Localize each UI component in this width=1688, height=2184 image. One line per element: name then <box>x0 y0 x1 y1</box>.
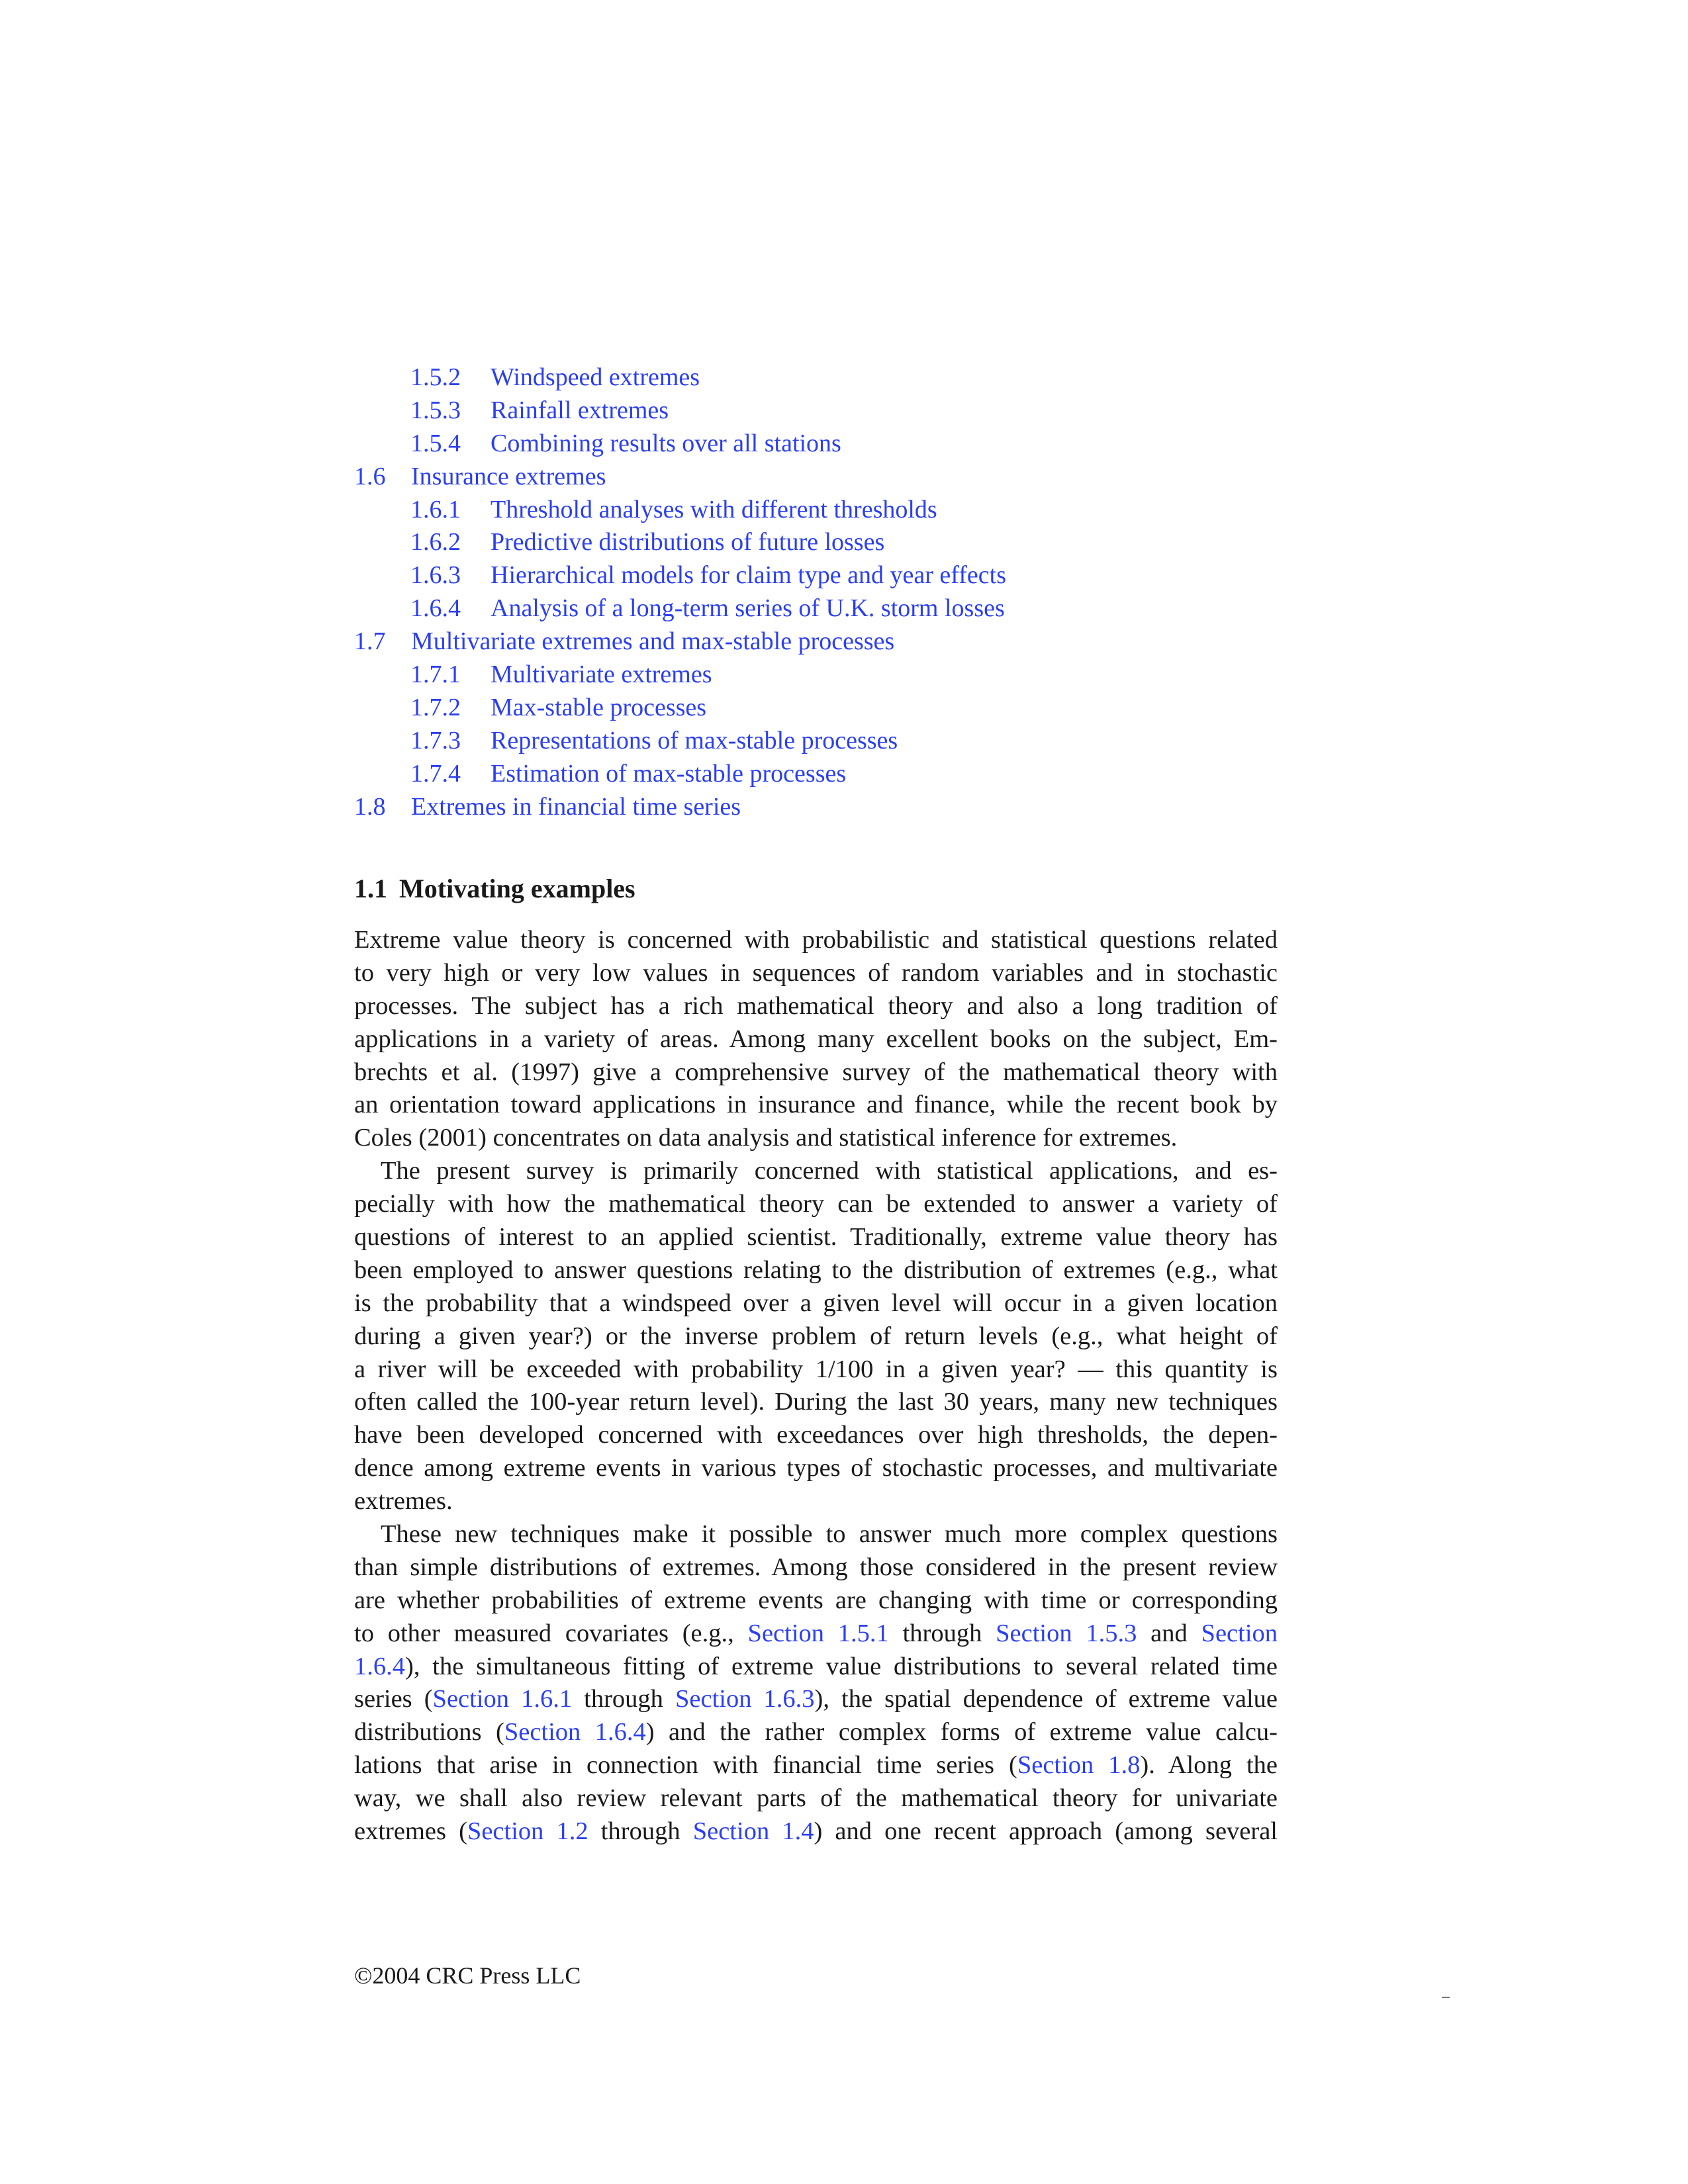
text-line: questions of interest to an applied scientist. Traditionally, extreme value theory has <box>354 1223 1278 1251</box>
section-link-1-6-1[interactable]: Section 1.6.1 <box>432 1685 573 1713</box>
toc-link[interactable]: 1.7.2 Max-stable processes <box>410 693 707 721</box>
paragraph-3 <box>354 1518 1278 1848</box>
text-line: Extreme value theory is concerned with probabilistic and statistical questions related <box>354 926 1278 954</box>
text-line: The present survey is primarily concerned with statistical applications, and es- <box>381 1157 1278 1185</box>
toc-link[interactable]: 1.7.4 Estimation of max-stable processes <box>410 759 847 788</box>
text-line: extremes (Section 1.2 through Section 1.4) and one recent approach (among several <box>354 1817 1278 1846</box>
toc-entry-1-6-2[interactable] <box>354 525 1281 559</box>
toc-entry-1-6-4[interactable] <box>354 592 1281 625</box>
toc-link[interactable]: 1.5.2 Windspeed extremes <box>410 363 700 391</box>
toc-link[interactable]: 1.7.1 Multivariate extremes <box>410 660 712 689</box>
paragraph-1 <box>354 923 1278 1154</box>
text-line: than simple distributions of extremes. Among those considered in the present review <box>354 1553 1278 1581</box>
toc-entry-1-6[interactable] <box>354 460 1281 493</box>
text-line: extremes. <box>354 1487 453 1516</box>
section-link-1-6-4-b[interactable]: Section 1.6.4 <box>504 1718 646 1747</box>
section-title: Motivating examples <box>399 874 635 903</box>
toc-link[interactable]: 1.7 Multivariate extremes and max-stable processes <box>354 627 895 656</box>
toc-entry-1-7-4[interactable] <box>354 757 1281 790</box>
toc-entry-1-5-2[interactable] <box>354 361 1281 394</box>
text-line: brechts et al. (1997) give a comprehensive survey of the mathematical theory with <box>354 1058 1278 1086</box>
toc-link[interactable]: 1.6.3 Hierarchical models for claim type and year effects <box>410 561 1006 590</box>
text-line: a river will be exceeded with probability 1/100 in a given year? — this quantity is <box>354 1355 1278 1383</box>
toc-entry-1-7-3[interactable] <box>354 724 1281 757</box>
section-link-1-5-1[interactable]: Section 1.5.1 <box>747 1619 889 1647</box>
text-line: is the probability that a windspeed over a given level will occur in a given location <box>354 1289 1278 1317</box>
toc-link[interactable]: 1.5.3 Rainfall extremes <box>410 396 669 424</box>
toc-entry-1-7[interactable] <box>354 625 1281 658</box>
toc-entry-1-5-4[interactable] <box>354 427 1281 460</box>
section-number: 1.1 <box>354 874 387 903</box>
text-line: an orientation toward applications in insurance and finance, while the recent book by <box>354 1091 1278 1119</box>
paragraph-2 <box>354 1154 1278 1518</box>
text-line: lations that arise in connection with financial time series (Section 1.8). Along the <box>354 1751 1278 1780</box>
toc-link[interactable]: 1.6 Insurance extremes <box>354 462 606 490</box>
section-link-1-6-4-cont[interactable]: 1.6.4 <box>354 1652 405 1680</box>
text-line: to very high or very low values in sequences of random variables and in stochastic <box>354 958 1278 987</box>
text-line: been employed to answer questions relating to the distribution of extremes (e.g., what <box>354 1255 1278 1284</box>
text-line: way, we shall also review relevant parts of the mathematical theory for univariate <box>354 1784 1278 1813</box>
text-line: are whether probabilities of extreme events are changing with time or corresponding <box>354 1586 1278 1614</box>
toc-link[interactable]: 1.8 Extremes in financial time series <box>354 792 741 821</box>
section-link-1-6-3[interactable]: Section 1.6.3 <box>675 1685 815 1713</box>
text-line: dence among extreme events in various types of stochastic processes, and multivariate <box>354 1454 1278 1482</box>
text-line: processes. The subject has a rich mathematical theory and also a long tradition of <box>354 991 1278 1020</box>
table-of-contents <box>354 361 1281 823</box>
page-mark <box>1442 1997 1450 1998</box>
toc-entry-1-6-3[interactable] <box>354 559 1281 592</box>
text-line: pecially with how the mathematical theory can be extended to answer a variety of <box>354 1190 1278 1218</box>
toc-entry-1-7-2[interactable] <box>354 691 1281 724</box>
toc-entry-1-6-1[interactable] <box>354 493 1281 526</box>
text-line: series (Section 1.6.1 through Section 1.6.3), the spatial dependence of extreme value <box>354 1685 1278 1713</box>
toc-entry-1-7-1[interactable] <box>354 658 1281 691</box>
toc-link[interactable]: 1.6.1 Threshold analyses with different thresholds <box>410 495 937 523</box>
toc-entry-1-5-3[interactable] <box>354 394 1281 427</box>
text-line: to other measured covariates (e.g., Section 1.5.1 through Section 1.5.3 and Section <box>354 1619 1278 1647</box>
toc-link[interactable]: 1.7.3 Representations of max-stable processes <box>410 726 898 754</box>
section-link-1-2[interactable]: Section 1.2 <box>467 1817 588 1846</box>
text-line: distributions (Section 1.6.4) and the rather complex forms of extreme value calcu- <box>354 1718 1278 1747</box>
text-line: These new techniques make it possible to answer much more complex questions <box>381 1520 1278 1549</box>
text-line: 1.6.4), the simultaneous fitting of extreme value distributions to several related time <box>354 1652 1278 1680</box>
section-link-1-5-3[interactable]: Section 1.5.3 <box>996 1619 1137 1647</box>
section-link-1-6-4[interactable]: Section <box>1201 1619 1278 1647</box>
text-line: Coles (2001) concentrates on data analysis and statistical inference for extremes. <box>354 1124 1178 1152</box>
toc-entry-1-8[interactable] <box>354 790 1281 823</box>
copyright-footer: ©2004 CRC Press LLC <box>354 1962 581 1989</box>
text-line: applications in a variety of areas. Among many excellent books on the subject, Em- <box>354 1024 1278 1053</box>
toc-link[interactable]: 1.5.4 Combining results over all stations <box>410 429 841 457</box>
toc-link[interactable]: 1.6.4 Analysis of a long-term series of U.K. storm losses <box>410 594 1005 623</box>
text-line: during a given year?) or the inverse problem of return levels (e.g., what height of <box>354 1322 1278 1350</box>
text-line: often called the 100-year return level). During the last 30 years, many new techniques <box>354 1388 1278 1416</box>
section-link-1-4[interactable]: Section 1.4 <box>692 1817 814 1846</box>
body-text <box>354 923 1278 1848</box>
section-heading <box>354 872 635 905</box>
section-link-1-8[interactable]: Section 1.8 <box>1017 1751 1141 1780</box>
toc-link[interactable]: 1.6.2 Predictive distributions of future losses <box>410 528 885 557</box>
text-line: have been developed concerned with exceedances over high thresholds, the depen- <box>354 1421 1278 1449</box>
